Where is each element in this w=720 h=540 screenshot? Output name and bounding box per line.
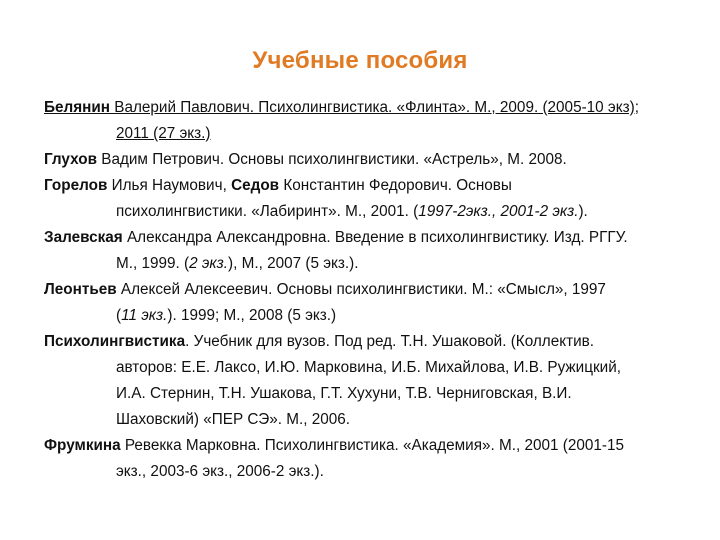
author-surname: Леонтьев [44,281,117,298]
reference-line [44,95,694,121]
author-surname: Глухов [44,151,97,168]
reference-entry-zalevskaya [44,225,694,277]
reference-line [44,433,694,459]
reference-line [44,251,694,277]
author-surname: Фрумкина [44,437,121,454]
reference-text: ), М., 2007 (5 экз.). [228,255,359,272]
reference-line [44,147,694,173]
reference-entry-belyanin [44,95,694,147]
reference-text: ( [116,307,122,324]
reference-text: Шаховский) «ПЕР СЭ». М., 2006. [116,411,351,428]
reference-text: Алексей Алексеевич. Основы психолингвистики. М.: «Смысл», 1997 [116,281,606,298]
reference-text: Александра Александровна. Введение в психолингвистику. Изд. РГГУ. [122,229,628,246]
reference-text: психолингвистики. «Лабиринт». М., 2001. ( [116,203,419,220]
reference-text: 2011 (27 экз.) [116,125,211,142]
reference-list [44,95,694,485]
reference-line [44,121,694,147]
reference-line [44,459,694,485]
reference-entry-leontiev [44,277,694,329]
reference-text: Илья Наумович, [107,177,232,194]
reference-text: . Учебник для вузов. Под ред. Т.Н. Ушаковой. (Коллектив. [185,333,595,350]
reference-text: ). 1999; М., 2008 (5 экз.) [167,307,337,324]
reference-line [44,225,694,251]
reference-text: Ревекка Марковна. Психолингвистика. «Академия». М., 2001 (2001-15 [120,437,625,454]
reference-text: экз., 2003-6 экз., 2006-2 экз.). [116,463,324,480]
page-title: Учебные пособия [252,47,468,74]
reference-line [44,407,694,433]
reference-text: Вадим Петрович. Основы психолингвистики. «Астрель», М. 2008. [97,151,567,168]
reference-text: И.А. Стернин, Т.Н. Ушакова, Г.Т. Хухуни, Т.В. Черниговская, В.И. [116,385,572,402]
reference-entry-frumkina [44,433,694,485]
reference-line [44,277,694,303]
reference-text: Константин Федорович. Основы [279,177,512,194]
copies-note: 11 экз. [121,307,168,324]
reference-entry-glukhov [44,147,694,173]
author-surname: Горелов [44,177,108,194]
author-surname: Залевская [44,229,123,246]
reference-text: М., 1999. ( [116,255,190,272]
copies-note: 2 экз. [189,255,228,272]
reference-line [44,303,694,329]
reference-entry-gorelov [44,173,694,225]
reference-line [44,381,694,407]
reference-text: авторов: Е.Е. Лаксо, И.Ю. Марковина, И.Б. Михайлова, И.В. Ружицкий, [116,359,622,376]
copies-note: 1997-2экз., 2001-2 экз. [418,203,579,220]
reference-entry-psycholinguistics [44,329,694,433]
reference-line [44,173,694,199]
author-surname: Седов [231,177,280,194]
reference-text: ). [578,203,588,220]
reference-line [44,199,694,225]
reference-line [44,329,694,355]
reference-line [44,355,694,381]
book-title: Психолингвистика [44,333,186,350]
author-surname: Белянин [44,99,111,116]
reference-text: Валерий Павлович. Психолингвистика. «Флинта». М., 2009. (2005-10 экз); [110,99,639,116]
